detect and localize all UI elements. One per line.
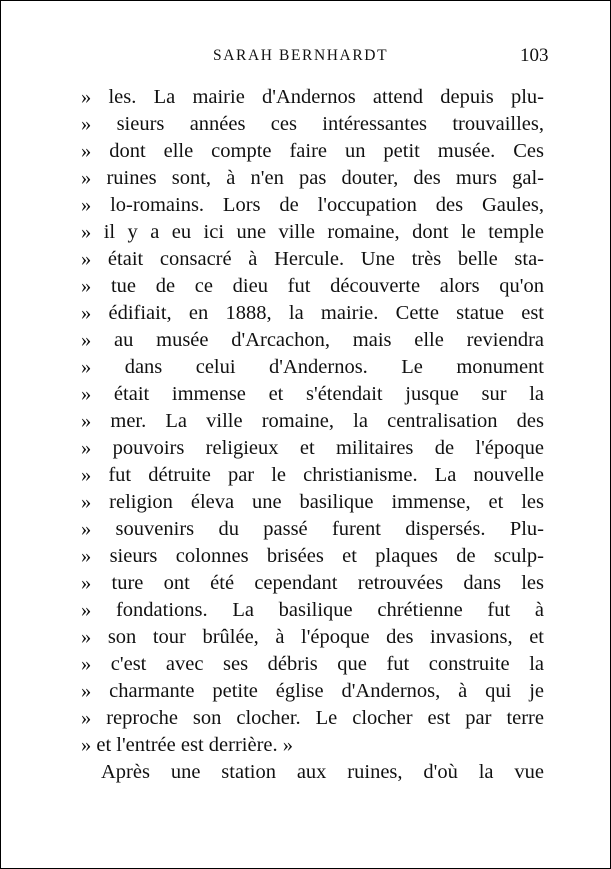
text-line: » souvenirs du passé furent dispersés. Plu- — [81, 518, 544, 540]
text-line: » tue de ce dieu fut découverte alors qu'on — [81, 275, 544, 297]
text-line: » et l'entrée est derrière. » — [81, 734, 293, 756]
text-line: » pouvoirs religieux et militaires de l'époque — [81, 437, 544, 459]
paragraph-first-line: Après une station aux ruines, d'où la vue — [101, 761, 544, 783]
running-title: SARAH BERNHARDT — [213, 47, 389, 64]
text-line: » fondations. La basilique chrétienne fut à — [81, 599, 544, 621]
text-line: » fut détruite par le christianisme. La nouvelle — [81, 464, 544, 486]
text-line: » sieurs colonnes brisées et plaques de sculp- — [81, 545, 544, 567]
text-line: » lo-romains. Lors de l'occupation des Gaules, — [81, 194, 544, 216]
text-line: » religion éleva une basilique immense, et les — [81, 491, 544, 513]
text-line: » ruines sont, à n'en pas douter, des murs gal- — [81, 167, 544, 189]
text-line: » c'est avec ses débris que fut construite la — [81, 653, 544, 675]
text-line: » ture ont été cependant retrouvées dans les — [81, 572, 544, 594]
text-line: » il y a eu ici une ville romaine, dont le temple — [81, 221, 544, 243]
running-head — [1, 43, 610, 69]
text-line: » les. La mairie d'Andernos attend depuis plu- — [81, 86, 544, 108]
text-line: » reproche son clocher. Le clocher est par terre — [81, 707, 544, 729]
text-line: » était consacré à Hercule. Une très belle sta- — [81, 248, 544, 270]
text-line: » son tour brûlée, à l'époque des invasions, et — [81, 626, 544, 648]
text-line: » charmante petite église d'Andernos, à qui je — [81, 680, 544, 702]
page-number: 103 — [520, 45, 549, 66]
text-line: » mer. La ville romaine, la centralisation des — [81, 410, 544, 432]
body-text — [81, 84, 544, 786]
text-line: » était immense et s'étendait jusque sur la — [81, 383, 544, 405]
text-line: » sieurs années ces intéressantes trouvailles, — [81, 113, 544, 135]
text-line: » au musée d'Arcachon, mais elle reviendra — [81, 329, 544, 351]
text-line: » dont elle compte faire un petit musée. Ces — [81, 140, 544, 162]
text-line: » dans celui d'Andernos. Le monument — [81, 356, 544, 378]
text-line: » édifiait, en 1888, la mairie. Cette statue est — [81, 302, 544, 324]
